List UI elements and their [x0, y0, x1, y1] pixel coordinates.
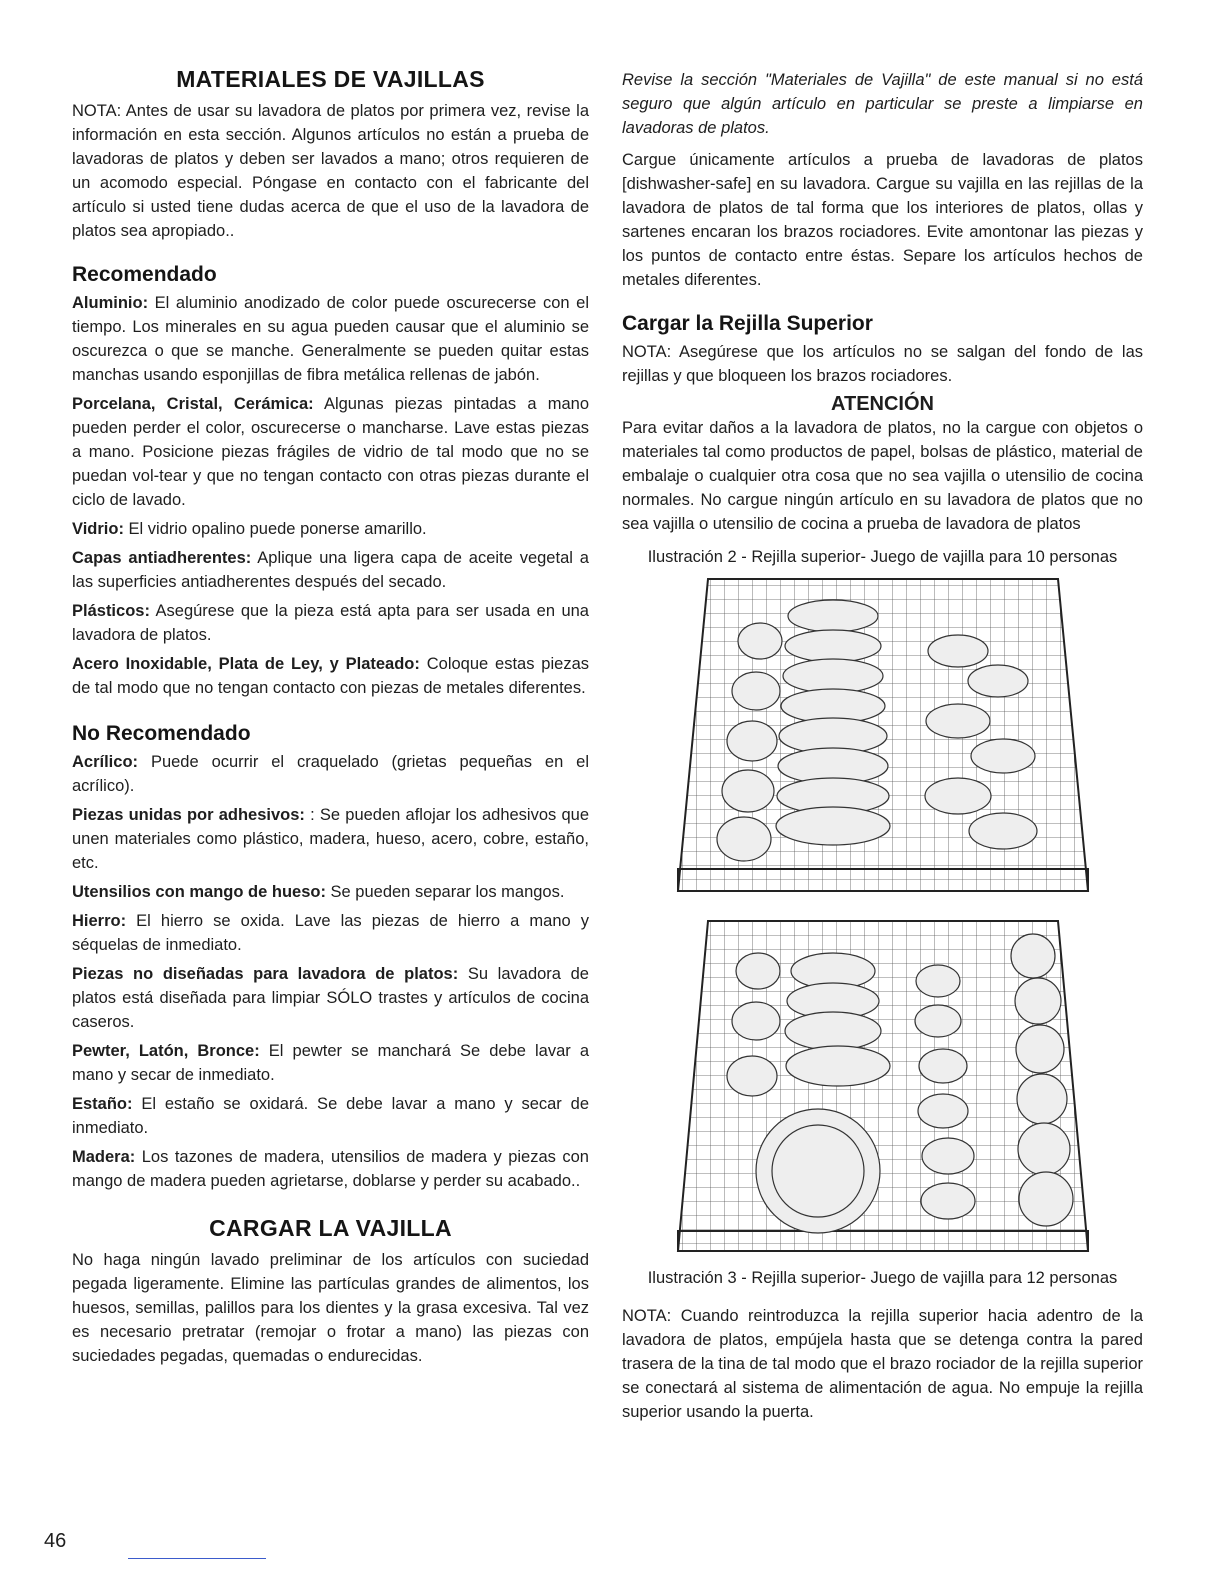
italic-note: Revise la sección "Materiales de Vajilla" de este manual si no está seguro que algún artículo en particular se preste a limpiarse en lavadoras de platos. — [622, 71, 1143, 137]
material-entry — [72, 880, 589, 904]
material-term: Estaño: — [72, 1095, 133, 1113]
material-entry — [72, 599, 589, 647]
material-term: Aluminio: — [72, 294, 149, 312]
material-description: El aluminio anodizado de color puede oscurecerse con el tiempo. Los minerales en su agua pueden causar que el aluminio se oscurezca o que se manche. Generalmente se pueden quitar estas manchas usando esponjillas de fibra metálica rellenas de jabón. — [72, 294, 589, 384]
material-description: El pewter se manchará Se debe lavar a mano y secar de inmediato. — [72, 1042, 589, 1084]
attention-heading: ATENCIÓN — [831, 393, 934, 415]
left-column — [72, 60, 589, 1373]
material-description: El estaño se oxidará. Se debe lavar a mano y secar de inmediato. — [72, 1095, 589, 1137]
material-description: El hierro se oxida. Lave las piezas de hierro a mano y séquelas de inmediato. — [72, 912, 589, 954]
upper-rack-illustration — [668, 571, 1098, 1261]
material-entry — [72, 909, 589, 957]
material-entry — [72, 517, 589, 541]
material-term: Piezas unidas por adhesivos: — [72, 806, 305, 824]
materials-note: NOTA: Antes de usar su lavadora de platos por primera vez, revise la información en esta sección. Algunos artículos no están a prueba de lavadoras de platos y deben ser lavados a mano; otros requieren de un acomodo especial. Póngase en contacto con el fabricante del artículo si usted tiene dudas acerca de que el uso de la lavadora de platos sea apropiado.. — [72, 102, 589, 240]
material-entry — [72, 652, 589, 700]
material-description: Asegúrese que la pieza está apta para ser usada en una lavadora de platos. — [72, 602, 589, 644]
material-entry — [72, 962, 589, 1034]
not-recommended-heading: No Recomendado — [72, 722, 251, 745]
material-description: : Se pueden aflojar los adhesivos que unen materiales como plástico, madera, hueso, acero, cobre, estaño, etc. — [72, 806, 589, 872]
material-entry — [72, 1145, 589, 1193]
material-description: Coloque estas piezas de tal modo que no tengan contacto con piezas de metales diferentes. — [72, 655, 589, 697]
material-description: Aplique una ligera capa de aceite vegetal a las superficies antiadherentes después del secado. — [72, 549, 589, 591]
material-term: Pewter, Latón, Bronce: — [72, 1042, 260, 1060]
rack-10-place-setting — [678, 579, 1088, 891]
material-term: Acrílico: — [72, 753, 139, 771]
materials-title: MATERIALES DE VAJILLAS — [176, 66, 485, 92]
material-term: Madera: — [72, 1148, 136, 1166]
material-entry — [72, 750, 589, 798]
attention-text: Para evitar daños a la lavadora de platos, no la cargue con objetos o materiales tal como productos de papel, bolsas de plástico, material de embalaje o cualquier otra cosa que no sea vajilla o utensilio de cocina normales. No cargue ningún artículo en su lavadora de platos que no sea vajilla o utensilio de cocina a prueba de lavadora de platos — [622, 419, 1143, 533]
page-number: 46 — [44, 1530, 67, 1552]
upper-rack-note: NOTA: Asegúrese que los artículos no se salgan del fondo de las rejillas y que bloqueen los brazos rociadores. — [622, 343, 1143, 385]
material-term: Porcelana, Cristal, Cerámica: — [72, 395, 314, 413]
material-entry — [72, 291, 589, 387]
material-term: Piezas no diseñadas para lavadora de platos: — [72, 965, 459, 983]
material-entry — [72, 1039, 589, 1087]
upper-rack-heading: Cargar la Rejilla Superior — [622, 312, 873, 335]
final-note: NOTA: Cuando reintroduzca la rejilla superior hacia adentro de la lavadora de platos, empújela hasta que se detenga contra la pared trasera de la tina de tal modo que el brazo rociador de la rejilla superior se conectará al sistema de alimentación de agua. No empuje la rejilla superior usando la puerta. — [622, 1307, 1143, 1421]
figure-3-caption: Ilustración 3 - Rejilla superior- Juego de vajilla para 12 personas — [647, 1269, 1118, 1287]
material-entry — [72, 1092, 589, 1140]
figure-2-caption: Ilustración 2 - Rejilla superior- Juego de vajilla para 10 personas — [647, 548, 1118, 566]
material-term: Acero Inoxidable, Plata de Ley, y Plateado: — [72, 655, 420, 673]
material-entry — [72, 546, 589, 594]
material-entry — [72, 392, 589, 512]
material-description: Algunas piezas pintadas a mano pueden perder el color, oscurecerse o mancharse. Lave estas piezas a mano. Posicione piezas frágiles de vidrio de tal modo que no se puedan vol-tear y que no tengan contacto con otras piezas durante el ciclo de lavado. — [72, 395, 589, 509]
material-term: Capas antiadherentes: — [72, 549, 252, 567]
rack-12-place-setting — [678, 921, 1088, 1251]
loading-text: No haga ningún lavado preliminar de los artículos con suciedad pegada ligeramente. Elimine las partículas grandes de alimentos, los huesos, semillas, palillos para los dientes y la grasa excesiva. Tal vez es necesario pretratar (remojar o frotar a mano) las piezas con suciedades pegadas, quemadas o endurecidas. — [72, 1251, 589, 1365]
material-term: Utensilios con mango de hueso: — [72, 883, 326, 901]
material-term: Hierro: — [72, 912, 127, 930]
right-column — [622, 68, 1143, 1429]
recommended-heading: Recomendado — [72, 263, 217, 286]
material-description: El vidrio opalino puede ponerse amarillo. — [123, 520, 427, 538]
material-description: Los tazones de madera, utensilios de madera y piezas con mango de madera pueden agrietarse, doblarse y perder su acabado.. — [72, 1148, 589, 1190]
material-description: Se pueden separar los mangos. — [325, 883, 565, 901]
load-paragraph: Cargue únicamente artículos a prueba de lavadoras de platos [dishwasher-safe] en su lavadora. Cargue su vajilla en las rejillas de la lavadora de platos de tal forma que los interiores de platos, ollas y sartenes encaran los brazos rociadores. Evite amontonar las piezas y los puntos de contacto entre éstas. Separe los artículos hechos de metales diferentes. — [622, 151, 1143, 289]
material-term: Plásticos: — [72, 602, 150, 620]
not-recommended-list — [72, 750, 589, 1193]
material-entry — [72, 803, 589, 875]
material-description: Su lavadora de platos está diseñada para limpiar SÓLO trastes y artículos de cocina caseros. — [72, 965, 589, 1031]
material-term: Vidrio: — [72, 520, 124, 538]
material-description: Puede ocurrir el craquelado (grietas pequeñas en el acrílico). — [72, 753, 589, 795]
recommended-list — [72, 291, 589, 700]
footer-rule — [128, 1558, 266, 1559]
loading-title: CARGAR LA VAJILLA — [209, 1215, 452, 1241]
